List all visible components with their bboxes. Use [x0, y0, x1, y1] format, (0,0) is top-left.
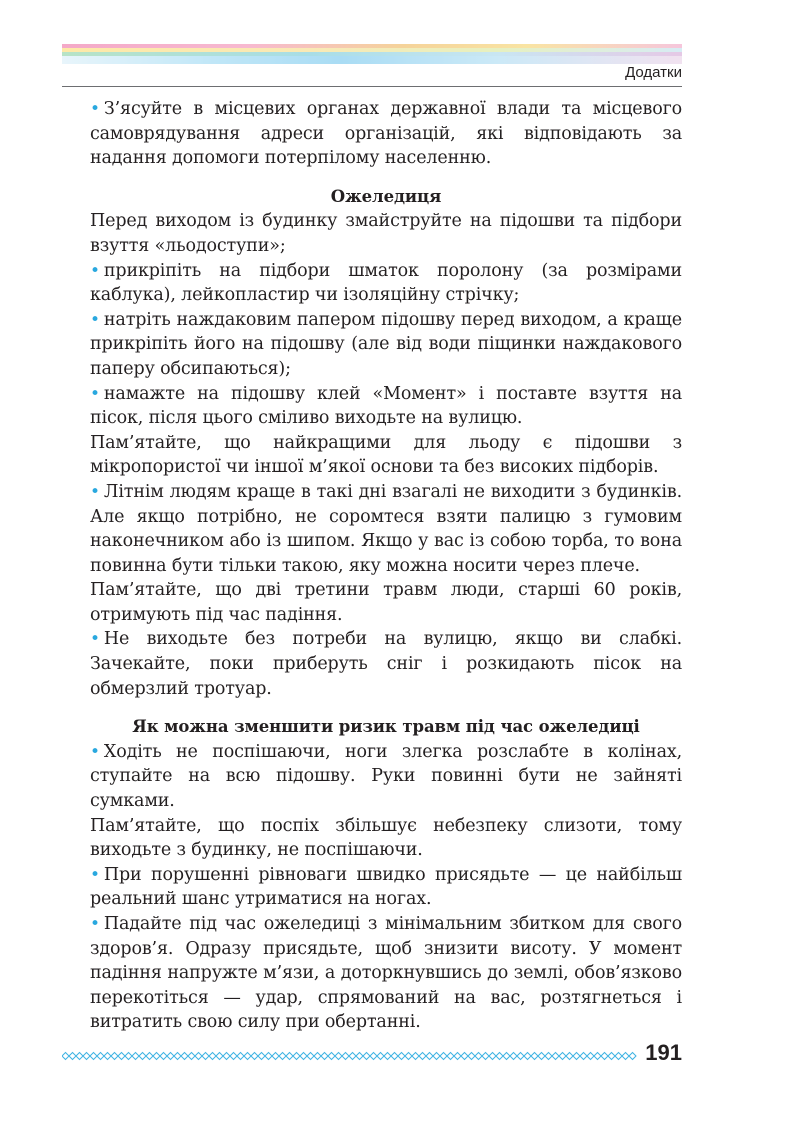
paragraph: • натріть наждаковим папером підошву перед виходом, а краще прикріпіть його на підошву (але від води піщинки наждакового паперу обсипаються); [90, 309, 682, 379]
bullet-dot-icon: • [90, 383, 100, 404]
diamond-chain-icon [62, 1050, 640, 1062]
bullet-dot-icon: • [90, 260, 100, 281]
paragraph: Пам’ятайте, що дві третини травм люди, старші 60 років, отримують під час падіння. [90, 580, 682, 625]
paragraph: • При порушенні рівноваги швидко присядьте — це найбільш реальний шанс утриматися на ногах. [90, 864, 682, 910]
bullet-dot-icon: • [90, 481, 100, 502]
page-content [90, 97, 682, 1035]
bullet-dot-icon: • [90, 741, 100, 762]
paragraph: • прикріпіть на підбори шматок поролону (за розмірами каблука), лейкопластир чи ізоляційну стрічку; [90, 260, 682, 306]
stripe-blue [62, 56, 682, 64]
page-number: 191 [645, 1040, 682, 1065]
paragraph: • Падайте під час ожеледиці з мінімальним збитком для свого здоров’я. Одразу присядьте, щоб знизити висоту. У момент падіння напружте м’язи, а доторкнувшись до землі, обов’язково перекотіться — удар, спрямований на вас, розтягнеться і витратить свою силу при обертанні. [90, 914, 682, 1033]
paragraph: Пам’ятайте, що найкращими для льоду є підошви з мікропористої чи іншої м’якої основи та без високих підборів. [90, 432, 682, 478]
bullet-dot-icon: • [90, 99, 100, 119]
paragraph: • Літнім людям краще в такі дні взагалі не виходити з будинків. Але якщо потрібно, не соромтеся взяти палицю з гумовим наконечником або із шипом. Якщо у вас із собою торба, то вона повинна бути тільки такою, яку можна носити через плече. [90, 481, 682, 576]
paragraph: • намажте на підошву клей «Момент» і поставте взуття на пісок, після цього сміливо виходьте на вулицю. [90, 383, 682, 429]
section-label: Додатки [625, 64, 682, 81]
paragraph: Пам’ятайте, що поспіх збільшує небезпеку слизоти, тому виходьте з будинку, не поспішаючи. [90, 815, 682, 861]
section-heading: Ожеледиця [330, 186, 442, 206]
bullet-dot-icon: • [90, 914, 100, 934]
paragraph: • Ходіть не поспішаючи, ноги злегка розслабте в колінах, ступайте на всю підошву. Руки повинні бути не зайняті сумками. [90, 741, 682, 812]
section-heading: Як можна зменшити ризик травм під час ожеледиці [132, 717, 640, 737]
paragraph: • Не виходьте без потреби на вулицю, якщо ви слабкі. Зачекайте, поки приберуть сніг і розкидають пісок на обмерзлий тротуар. [90, 629, 682, 699]
header-rule [62, 86, 682, 87]
header-decorative-stripes [62, 44, 682, 64]
bullet-dot-icon: • [90, 629, 100, 650]
bullet-dot-icon: • [90, 309, 100, 330]
paragraph: • З’ясуйте в місцевих органах державної влади та місцевого самоврядування адреси організацій, які відповідають за надання допомоги потерпілому населенню. [90, 99, 682, 169]
bullet-dot-icon: • [90, 864, 100, 885]
paragraph: Перед виходом із будинку змайструйте на підошви та підбори взуття «льодоступи»; [90, 211, 682, 256]
